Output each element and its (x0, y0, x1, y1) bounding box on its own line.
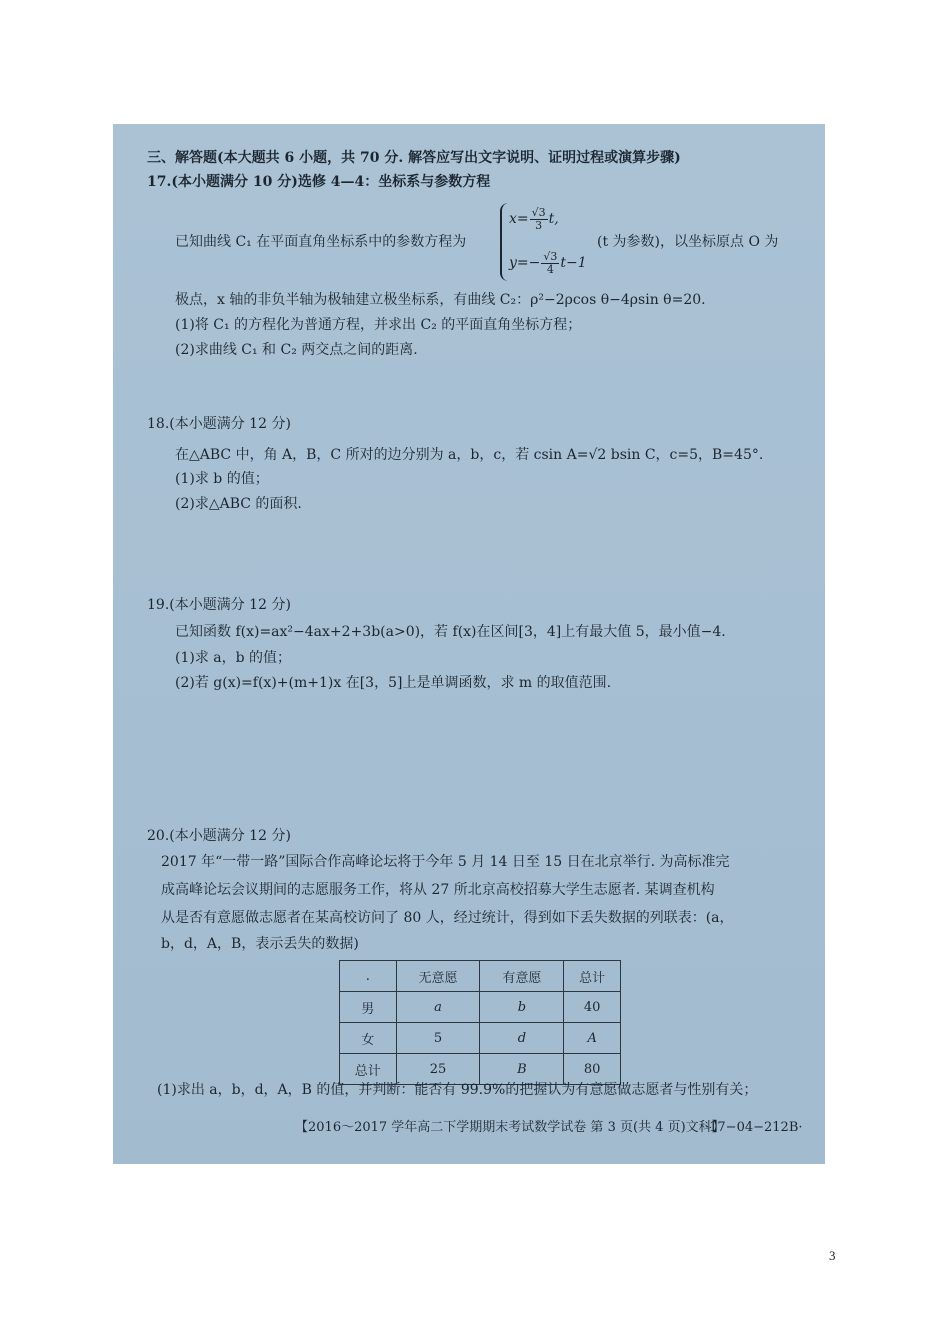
table-header-cell: 无意愿 (396, 961, 480, 992)
q17-equation-x: x= $\frac{√3}{3}$ t, (509, 205, 559, 232)
section-heading: 三、解答题(本大题共 6 小题，共 70 分. 解答应写出文字说明、证明过程或演算步骤) (147, 150, 681, 166)
table-cell: 男 (340, 992, 397, 1023)
table-cell: d (480, 1023, 564, 1054)
table-header-cell: . (340, 961, 397, 992)
q20-line-2: 成高峰论坛会议期间的志愿服务工作，将从 27 所北京高校招募大学生志愿者. 某调查机构 (161, 882, 715, 898)
table-cell: A (564, 1023, 621, 1054)
q17-intro: 已知曲线 C₁ 在平面直角坐标系中的参数方程为 (175, 234, 467, 250)
q17-header: 17.(本小题满分 10 分)选修 4—4：坐标系与参数方程 (147, 174, 491, 190)
table-cell: 5 (396, 1023, 480, 1054)
table-cell: 80 (564, 1054, 621, 1085)
q19-part1: (1)求 a，b 的值； (175, 650, 292, 666)
table-cell: 40 (564, 992, 621, 1023)
page-number: 3 (829, 1248, 836, 1263)
q20-line-3: 从是否有意愿做志愿者在某高校访问了 80 人，经过统计，得到如下丢失数据的列联表：(a， (161, 910, 734, 926)
q19-stem: 已知函数 f(x)=ax²−4ax+2+3b(a>0)，若 f(x)在区间[3，4]上有最大值 5，最小值−4. (175, 624, 726, 640)
q18-header: 18.(本小题满分 12 分) (147, 416, 291, 432)
q20-line-1: 2017 年“一带一路”国际合作高峰论坛将于今年 5 月 14 日至 15 日在北京举行. 为高标准完 (161, 854, 730, 870)
q18-stem: 在△ABC 中，角 A，B，C 所对的边分别为 a，b，c，若 csin A=√2 bsin C，c=5，B=45°. (175, 447, 764, 463)
q19-part2: (2)若 g(x)=f(x)+(m+1)x 在[3，5]上是单调函数，求 m 的取值范围. (175, 675, 612, 691)
table-cell: B (480, 1054, 564, 1085)
q18-part2: (2)求△ABC 的面积. (175, 496, 302, 512)
table-row (340, 1023, 621, 1054)
table-cell: 总计 (340, 1054, 397, 1085)
q20-part1: (1)求出 a，b，d，A，B 的值，并判断：能否有 99.9%的把握认为有意愿做志愿者与性别有关； (157, 1082, 758, 1098)
q18-part1: (1)求 b 的值； (175, 471, 269, 487)
table-row (340, 992, 621, 1023)
q19-header: 19.(本小题满分 12 分) (147, 597, 291, 613)
q20-header: 20.(本小题满分 12 分) (147, 828, 291, 844)
q17-param-note: (t 为参数)，以坐标原点 O 为 (597, 234, 779, 250)
q17-part1: (1)将 C₁ 的方程化为普通方程，并求出 C₂ 的平面直角坐标方程； (175, 317, 582, 333)
table-header-cell: 总计 (564, 961, 621, 992)
table-header-row (340, 961, 621, 992)
table-cell: 女 (340, 1023, 397, 1054)
footer-exam-info: 【2016～2017 学年高二下学期期末考试数学试卷 第 3 页(共 4 页)文科】 (295, 1120, 725, 1135)
contingency-table (339, 960, 621, 1085)
table-cell: a (396, 992, 480, 1023)
q17-part2: (2)求曲线 C₁ 和 C₂ 两交点之间的距离. (175, 342, 418, 358)
q17-polar-line: 极点，x 轴的非负半轴为极轴建立极坐标系，有曲线 C₂：ρ²−2ρcos θ−4ρsin θ=20. (175, 292, 706, 308)
table-cell: b (480, 992, 564, 1023)
footer-code: ·17−04−212B· (705, 1120, 803, 1135)
q20-line-4: b，d，A，B，表示丢失的数据) (161, 936, 359, 952)
q17-equation-y: y=− $\frac{√3}{4}$ t−1 (509, 249, 587, 276)
scanned-exam-page (113, 124, 825, 1164)
table-header-cell: 有意愿 (480, 961, 564, 992)
table-cell: 25 (396, 1054, 480, 1085)
